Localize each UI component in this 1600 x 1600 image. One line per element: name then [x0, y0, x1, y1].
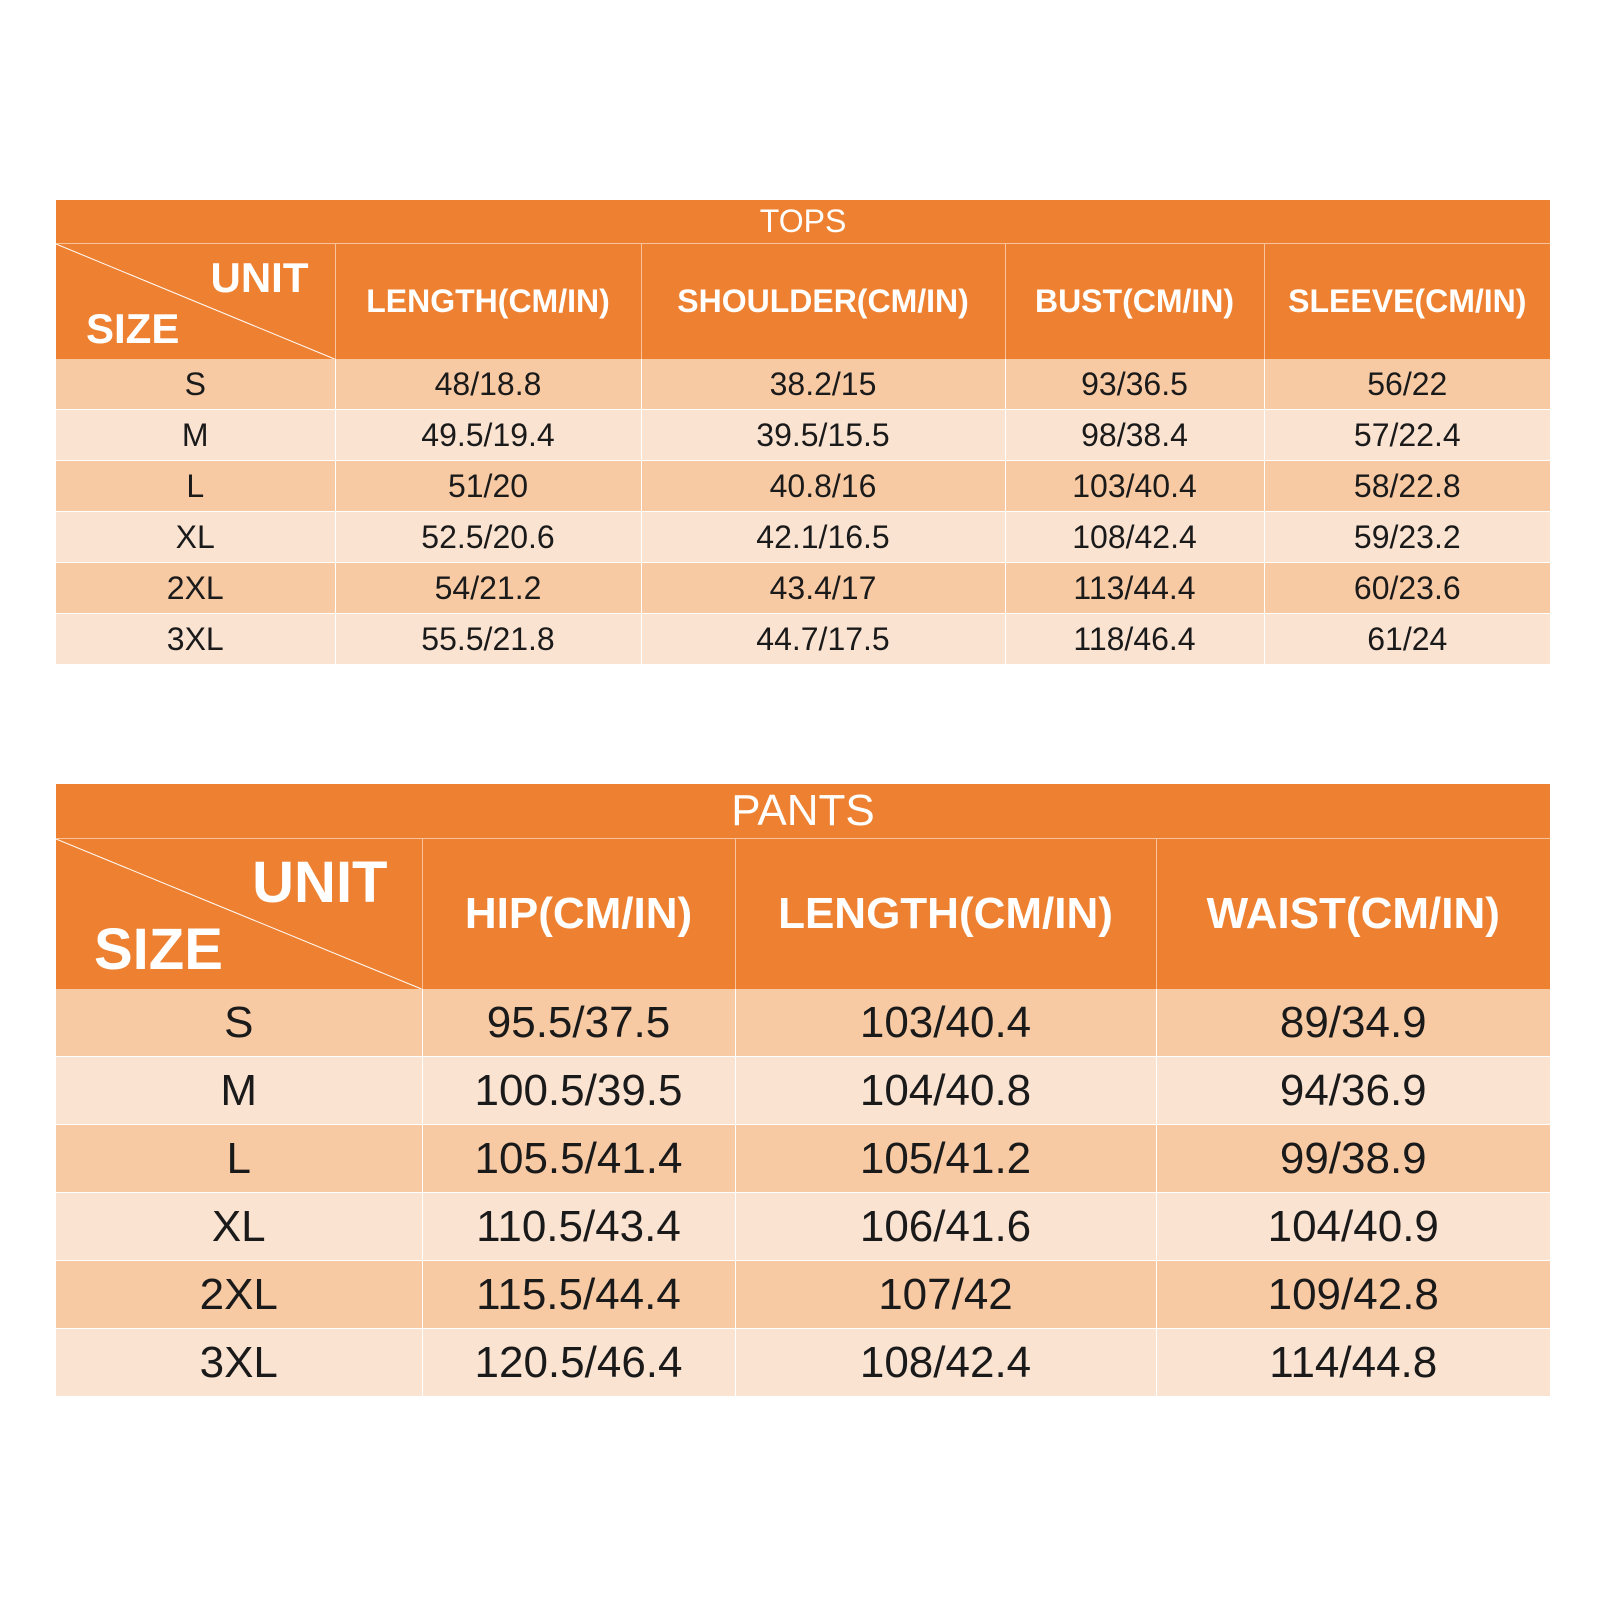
value-cell: 59/23.2 — [1264, 512, 1550, 563]
tops-header-row — [56, 244, 1550, 360]
size-cell: S — [56, 359, 335, 410]
tops-corner-size: SIZE — [86, 305, 180, 352]
pants-corner-cell — [56, 839, 422, 990]
size-cell: XL — [56, 1193, 422, 1261]
pants-size-table — [56, 784, 1550, 1397]
tops-corner-cell — [56, 244, 335, 360]
value-cell: 108/42.4 — [1005, 512, 1264, 563]
value-cell: 44.7/17.5 — [641, 614, 1005, 665]
table-row — [56, 1261, 1550, 1329]
size-cell: XL — [56, 512, 335, 563]
size-cell: L — [56, 461, 335, 512]
value-cell: 107/42 — [735, 1261, 1156, 1329]
table-row — [56, 563, 1550, 614]
value-cell: 108/42.4 — [735, 1329, 1156, 1397]
size-cell: L — [56, 1125, 422, 1193]
value-cell: 104/40.9 — [1156, 1193, 1550, 1261]
value-cell: 118/46.4 — [1005, 614, 1264, 665]
value-cell: 42.1/16.5 — [641, 512, 1005, 563]
value-cell: 38.2/15 — [641, 359, 1005, 410]
tops-col-sleeve: SLEEVE(CM/IN) — [1264, 244, 1550, 360]
size-cell: 2XL — [56, 563, 335, 614]
value-cell: 49.5/19.4 — [335, 410, 641, 461]
table-row — [56, 1329, 1550, 1397]
value-cell: 55.5/21.8 — [335, 614, 641, 665]
value-cell: 106/41.6 — [735, 1193, 1156, 1261]
tops-title: TOPS — [56, 200, 1550, 244]
value-cell: 93/36.5 — [1005, 359, 1264, 410]
value-cell: 48/18.8 — [335, 359, 641, 410]
pants-header-row — [56, 839, 1550, 990]
table-row — [56, 512, 1550, 563]
value-cell: 61/24 — [1264, 614, 1550, 665]
tops-size-table — [56, 200, 1550, 665]
value-cell: 100.5/39.5 — [422, 1057, 735, 1125]
value-cell: 105/41.2 — [735, 1125, 1156, 1193]
pants-corner-size: SIZE — [94, 917, 223, 982]
value-cell: 40.8/16 — [641, 461, 1005, 512]
value-cell: 103/40.4 — [1005, 461, 1264, 512]
size-cell: S — [56, 989, 422, 1057]
pants-col-length: LENGTH(CM/IN) — [735, 839, 1156, 990]
table-row — [56, 1125, 1550, 1193]
tops-col-length: LENGTH(CM/IN) — [335, 244, 641, 360]
size-cell: 3XL — [56, 1329, 422, 1397]
pants-title: PANTS — [56, 784, 1550, 839]
pants-corner-unit: UNIT — [252, 850, 388, 915]
tops-col-shoulder: SHOULDER(CM/IN) — [641, 244, 1005, 360]
table-row — [56, 1057, 1550, 1125]
value-cell: 58/22.8 — [1264, 461, 1550, 512]
tops-corner-unit: UNIT — [210, 254, 309, 301]
size-cell: 3XL — [56, 614, 335, 665]
value-cell: 94/36.9 — [1156, 1057, 1550, 1125]
value-cell: 54/21.2 — [335, 563, 641, 614]
value-cell: 115.5/44.4 — [422, 1261, 735, 1329]
tops-col-bust: BUST(CM/IN) — [1005, 244, 1264, 360]
table-row — [56, 461, 1550, 512]
table-row — [56, 410, 1550, 461]
value-cell: 98/38.4 — [1005, 410, 1264, 461]
table-row — [56, 989, 1550, 1057]
value-cell: 51/20 — [335, 461, 641, 512]
value-cell: 103/40.4 — [735, 989, 1156, 1057]
value-cell: 43.4/17 — [641, 563, 1005, 614]
value-cell: 95.5/37.5 — [422, 989, 735, 1057]
value-cell: 110.5/43.4 — [422, 1193, 735, 1261]
value-cell: 99/38.9 — [1156, 1125, 1550, 1193]
value-cell: 52.5/20.6 — [335, 512, 641, 563]
value-cell: 109/42.8 — [1156, 1261, 1550, 1329]
value-cell: 60/23.6 — [1264, 563, 1550, 614]
pants-col-hip: HIP(CM/IN) — [422, 839, 735, 990]
size-cell: 2XL — [56, 1261, 422, 1329]
value-cell: 105.5/41.4 — [422, 1125, 735, 1193]
value-cell: 120.5/46.4 — [422, 1329, 735, 1397]
size-cell: M — [56, 410, 335, 461]
table-row — [56, 1193, 1550, 1261]
pants-col-waist: WAIST(CM/IN) — [1156, 839, 1550, 990]
table-row — [56, 359, 1550, 410]
value-cell: 104/40.8 — [735, 1057, 1156, 1125]
value-cell: 39.5/15.5 — [641, 410, 1005, 461]
value-cell: 114/44.8 — [1156, 1329, 1550, 1397]
size-cell: M — [56, 1057, 422, 1125]
table-row — [56, 614, 1550, 665]
value-cell: 113/44.4 — [1005, 563, 1264, 614]
value-cell: 57/22.4 — [1264, 410, 1550, 461]
value-cell: 89/34.9 — [1156, 989, 1550, 1057]
value-cell: 56/22 — [1264, 359, 1550, 410]
